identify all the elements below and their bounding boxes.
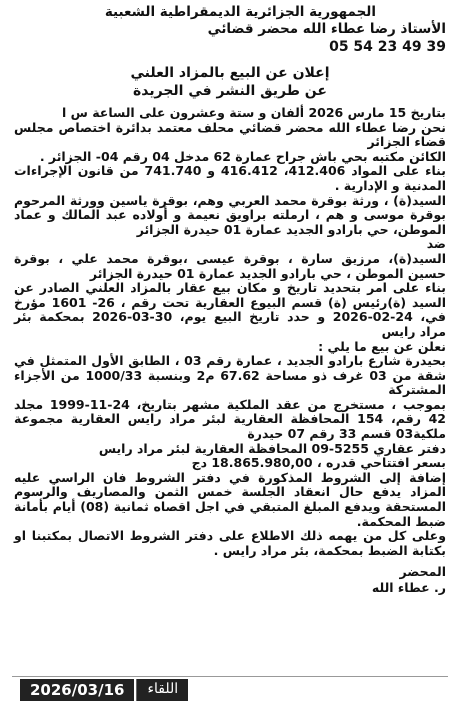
property-description: بحيدرة شارع بارادو الجديد ، عمارة رقم 03 ، الطابق الأول المتمثل في شقة من 03 غرف ذو مساحة 67.62 م2 وبنسبة 1000/33 من الأجزاء المشتركة [14,353,447,398]
signature-name: ر. عطاء الله [371,580,446,596]
newspaper-name: اللقاء [136,679,188,701]
bailiff-paragraph: نحن رضا عطاء الله محضر قضائي محلف معتمد بدائرة اختصاص مجلس قضاء الجزائر [14,119,446,150]
announcement-title [14,64,446,100]
footer-divider [12,676,448,677]
publication-date: 2026/03/16 [20,679,134,701]
ownership-deed: بموجب ، مستخرج من عقد الملكية مشهر بتاريخ، 24-11-1999 مجلد 42 رقم، 154 المحافظة العقارية لبئر مراد رايس العقارية مجموعة ملكية03 قسم 33 رقم 07 حيدرة [14,396,446,442]
opening-price: بسعر افتتاحي قدره ، 18.865.980,00 دج [191,455,446,471]
date-paragraph: بتاريخ 15 مارس 2026 ألفان و ستة وعشرون على الساعة س ا [61,105,446,120]
footer-bar [20,679,188,701]
court-order: بناء على امر بتحديد تاريخ و مكان بيع عقار بالمزاد العلني الصادر عن السيد (ة)رئيس (ة) قسم البيوع العقارية تحت رقم ، 26- 1601 مؤرخ في، 24-02-2026 و حدد تاريخ البيع يوم، 30-03-2026 بمحكمة بئر مراد رايس [14,280,446,339]
payment-terms: إضافة إلى الشروط المذكورة في دفتر الشروط فان الراسي عليه المزاد يدفع حال انعقاد الجلسة خمس الثمن والمصاريف والرسوم المستحقة ويدفع المبلغ المتبقي في اجل اقصاه ثمانية (08) أيام بأمانة ضبط المحكمة. [14,469,446,529]
title-line-1: إعلان عن البيع بالمزاد العلني [130,65,330,81]
republic-name: الجمهورية الجزائرية الديمقراطية الشعبية [104,4,376,20]
title-line-2: عن طريق النشر في الجريدة [133,83,327,99]
contact-notice: وعلى كل من يهمه ذلك الاطلاع على دفتر الشروط الاتصال بمكتبنا او بكتابة الضبط بمحكمة، بئر مراد رايس . [14,528,446,558]
announcement-body [14,106,446,558]
signature-block [14,564,446,596]
signature-role: المحضر [399,564,446,580]
sale-announcement: نعلن عن بيع ما يلي : [318,338,446,354]
legal-basis: بناء على المواد 412.406، 416.412 و 741.740 من قانون الإجراءات المدنية و الإدارية . [14,163,446,193]
defendants: السيد(ة)، مرزيق سارة ، بوقرة عيسى ،بوقرة محمد علي ، بوقرة حسين الموطن ، حي بارادو الجديد عمارة 01 حيدرة الجزائر [14,250,446,281]
phone-number: 05 54 23 49 39 [329,39,446,55]
header [14,4,446,56]
versus-label: ضد [426,236,446,252]
plaintiffs: السيد(ة) ، ورثة بوقرة محمد العربي وهم، بوقرة ياسين وورثة المرحوم بوقرة موسى و هم ، ارملته براويق نعيمة و أولاده عبد المالك و عماد الموطن، حي بارادو الجديد عمارة 01 حيدرة الجزائر [14,192,446,237]
office-address: الكائن مكتبه بحي باش جراح عمارة 62 مدخل 04 رقم 04- الجزائر . [39,148,446,164]
bailiff-name: الأستاذ رضا عطاء الله محضر قضائي [207,21,446,37]
land-register: دفتر عقاري 5255-09 المحافظة العقارية لبئر مراد رايس [98,440,446,456]
